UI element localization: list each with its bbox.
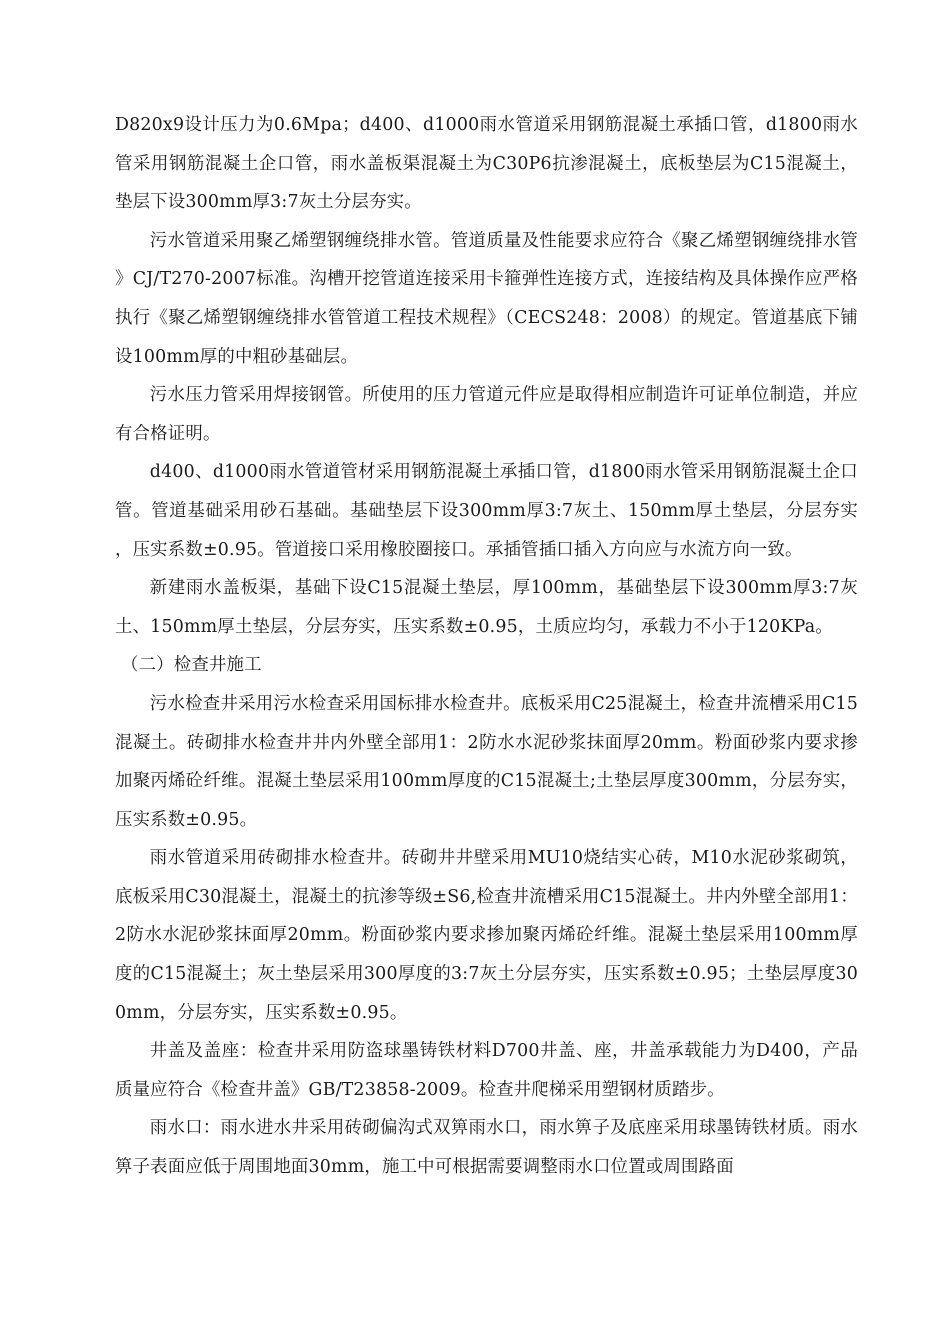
paragraph-pressure-pipe-spec: D820x9设计压力为0.6Mpa；d400、d1000雨水管道采用钢筋混凝土承插口管，d1800雨水管采用钢筋混凝土企口管，雨水盖板渠混凝土为C30P6抗渗混凝土，底板垫层为C15混凝土，垫层下设300mm厚3:7灰土分层夯实。 bbox=[115, 115, 858, 213]
paragraph-sewage-pipe: 污水管道采用聚乙烯塑钢缠绕排水管。管道质量及性能要求应符合《聚乙烯塑钢缠绕排水管》CJ/T270-2007标准。沟槽开挖管道连接采用卡箍弹性连接方式，连接结构及具体操作应严格执行《聚乙烯塑钢缠绕排水管管道工程技术规程》（CECS248：2008）的规定。管道基底下铺设100mm厚的中粗砂基础层。 bbox=[115, 230, 858, 367]
section-heading-inspection-well: （二）检查井施工 bbox=[121, 655, 262, 676]
paragraph-rain-cover-channel: 新建雨水盖板渠，基础下设C15混凝土垫层，厚100mm，基础垫层下设300mm厚3:7灰土、150mm厚土垫层，分层夯实，压实系数±0.95，土质应均匀，承载力不小于120KPa。 bbox=[115, 578, 858, 637]
paragraph-rain-pipe: d400、d1000雨水管道管材采用钢筋混凝土承插口管，d1800雨水管采用钢筋混凝土企口管。管道基础采用砂石基础。基础垫层下设300mm厚3:7灰土、150mm厚土垫层，分层夯实，压实系数±0.95。管道接口采用橡胶圈接口。承插管插口插入方向应与水流方向一致。 bbox=[115, 462, 858, 560]
paragraph-sewage-pressure-pipe: 污水压力管采用焊接钢管。所使用的压力管道元件应是取得相应制造许可证单位制造，并应有合格证明。 bbox=[115, 385, 858, 444]
paragraph-well-cover: 井盖及盖座：检查井采用防盗球墨铸铁材料D700井盖、座，井盖承载能力为D400，产品质量应符合《检查井盖》GB/T23858-2009。检查井爬梯采用塑钢材质踏步。 bbox=[115, 1041, 858, 1100]
paragraph-sewage-inspection-well: 污水检查井采用污水检查采用国标排水检查井。底板采用C25混凝土，检查井流槽采用C15混凝土。砖砌排水检查井井内外壁全部用1：2防水水泥砂浆抹面厚20mm。粉面砂浆内要求掺加聚丙烯砼纤维。混凝土垫层采用100mm厚度的C15混凝土;土垫层厚度300mm，分层夯实，压实系数±0.95。 bbox=[115, 693, 858, 830]
document-body bbox=[115, 106, 858, 1187]
paragraph-rain-inlet: 雨水口：雨水进水井采用砖砌偏沟式双箅雨水口，雨水箅子及底座采用球墨铸铁材质。雨水箅子表面应低于周围地面30mm，施工中可根据需要调整雨水口位置或周围路面 bbox=[115, 1118, 858, 1178]
paragraph-rain-inspection-well: 雨水管道采用砖砌排水检查井。砖砌井井壁采用MU10烧结实心砖，M10水泥砂浆砌筑，底板采用C30混凝土，混凝土的抗渗等级±S6,检查井流槽采用C15混凝土。井内外壁全部用1：2防水水泥砂浆抹面厚20mm。粉面砂浆内要求掺加聚丙烯砼纤维。混凝土垫层采用100mm厚度的C15混凝土；灰土垫层采用300厚度的3:7灰土分层夯实，压实系数±0.95；土垫层厚度300mm，分层夯实，压实系数±0.95。 bbox=[115, 848, 858, 1023]
